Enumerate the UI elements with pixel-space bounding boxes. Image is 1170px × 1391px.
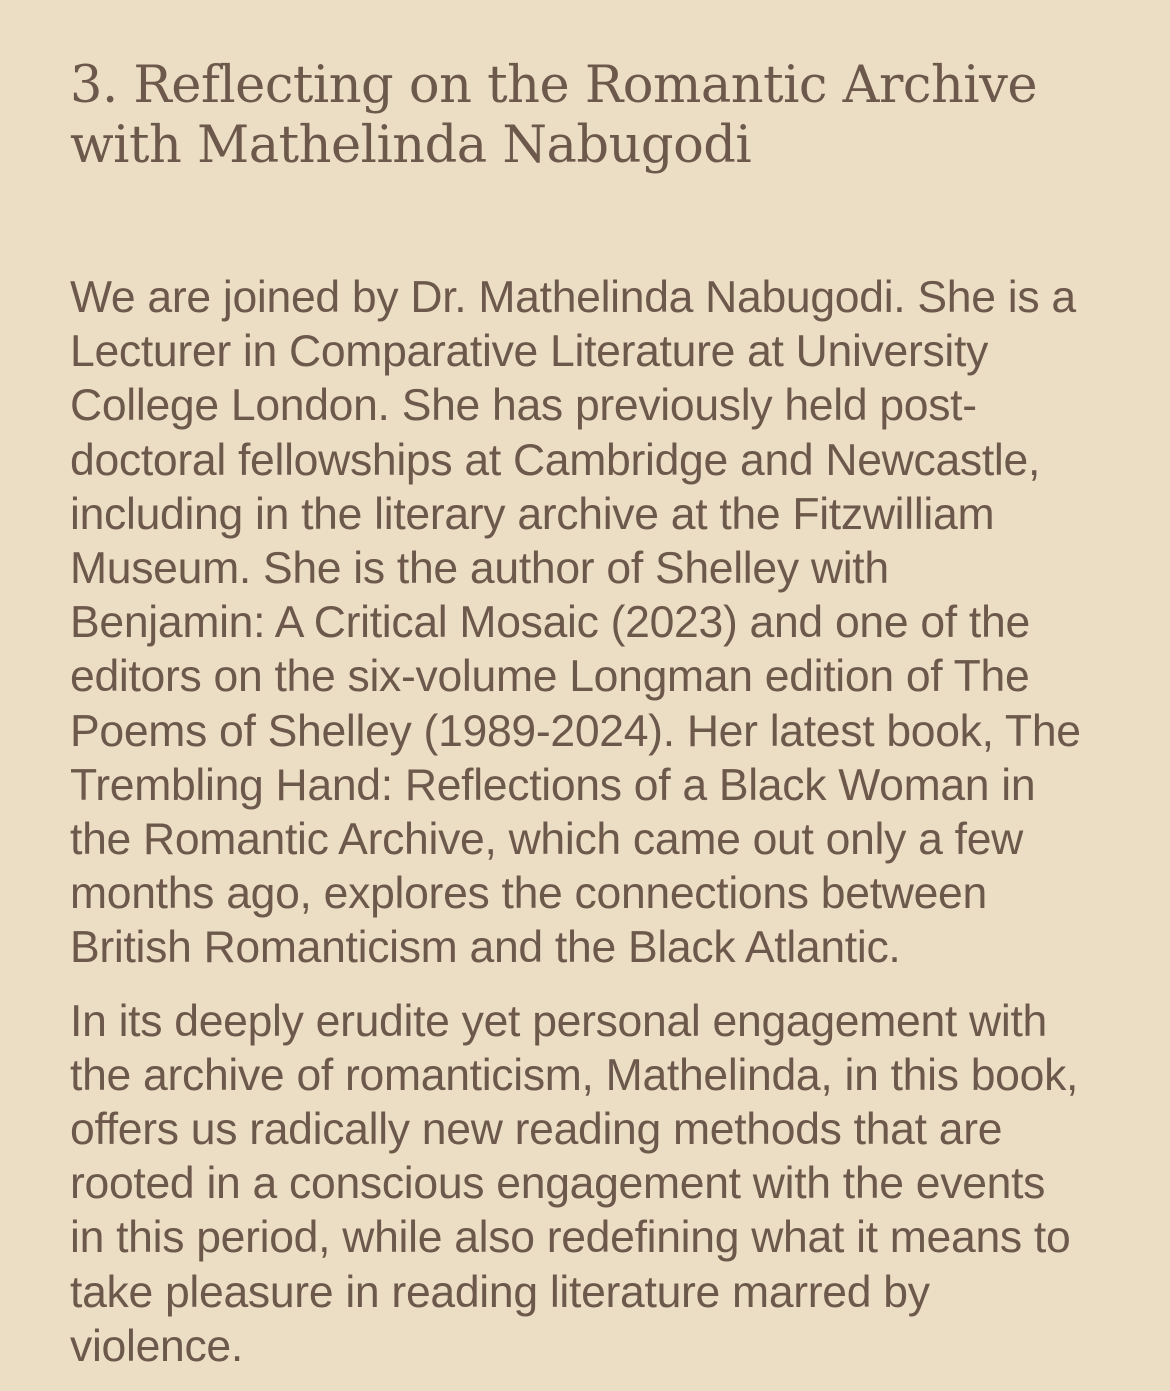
- paragraph-1-line: We are joined by Dr. Mathelinda Nabugodi. She is a: [70, 273, 1076, 322]
- paragraph-1-line: months ago, explores the connections between: [70, 869, 987, 919]
- paragraph-2-line: rooted in a conscious engagement with the events: [70, 1159, 1046, 1209]
- paragraph-2-line: offers us radically new reading methods that are: [70, 1105, 1003, 1155]
- paragraph-1-line: Museum. She is the author of Shelley with: [70, 544, 889, 594]
- paragraph-1-line: Benjamin: A Critical Mosaic (2023) and one of the: [70, 598, 1030, 648]
- episode-title-line-1: 3. Reflecting on the Romantic Archive: [70, 56, 1038, 115]
- description-paragraph-1: [70, 271, 1110, 976]
- paragraph-1-line: College London. She has previously held post-: [70, 381, 977, 431]
- paragraph-1-line: doctoral fellowships at Cambridge and Newcastle,: [70, 435, 1041, 485]
- paragraph-1-line: editors on the six-volume Longman edition of The: [70, 652, 1030, 702]
- paragraph-1-line: including in the literary archive at the Fitzwilliam: [70, 489, 995, 539]
- paragraph-1-line: the Romantic Archive, which came out only a few: [70, 815, 1023, 865]
- paragraph-2-line: violence.: [70, 1321, 243, 1371]
- episode-title-line-2: with Mathelinda Nabugodi: [70, 116, 752, 175]
- paragraph-2-line: the archive of romanticism, Mathelinda, in this book,: [70, 1050, 1079, 1100]
- paragraph-1-line: Poems of Shelley (1989-2024). Her latest book, The: [70, 706, 1081, 756]
- description-paragraph-2: [70, 995, 1110, 1374]
- paragraph-2-line: take pleasure in reading literature marred by: [70, 1267, 930, 1317]
- paragraph-1-line: Trembling Hand: Reflections of a Black Woman in: [70, 760, 1036, 810]
- paragraph-1-line: Lecturer in Comparative Literature at University: [70, 327, 989, 377]
- paragraph-2-line: In its deeply erudite yet personal engagement with: [70, 996, 1047, 1046]
- paragraph-2-line: in this period, while also redefining what it means to: [70, 1213, 1071, 1263]
- episode-title: [70, 56, 1110, 176]
- paragraph-1-line: British Romanticism and the Black Atlantic.: [70, 923, 901, 973]
- episode-description: [70, 271, 1110, 1374]
